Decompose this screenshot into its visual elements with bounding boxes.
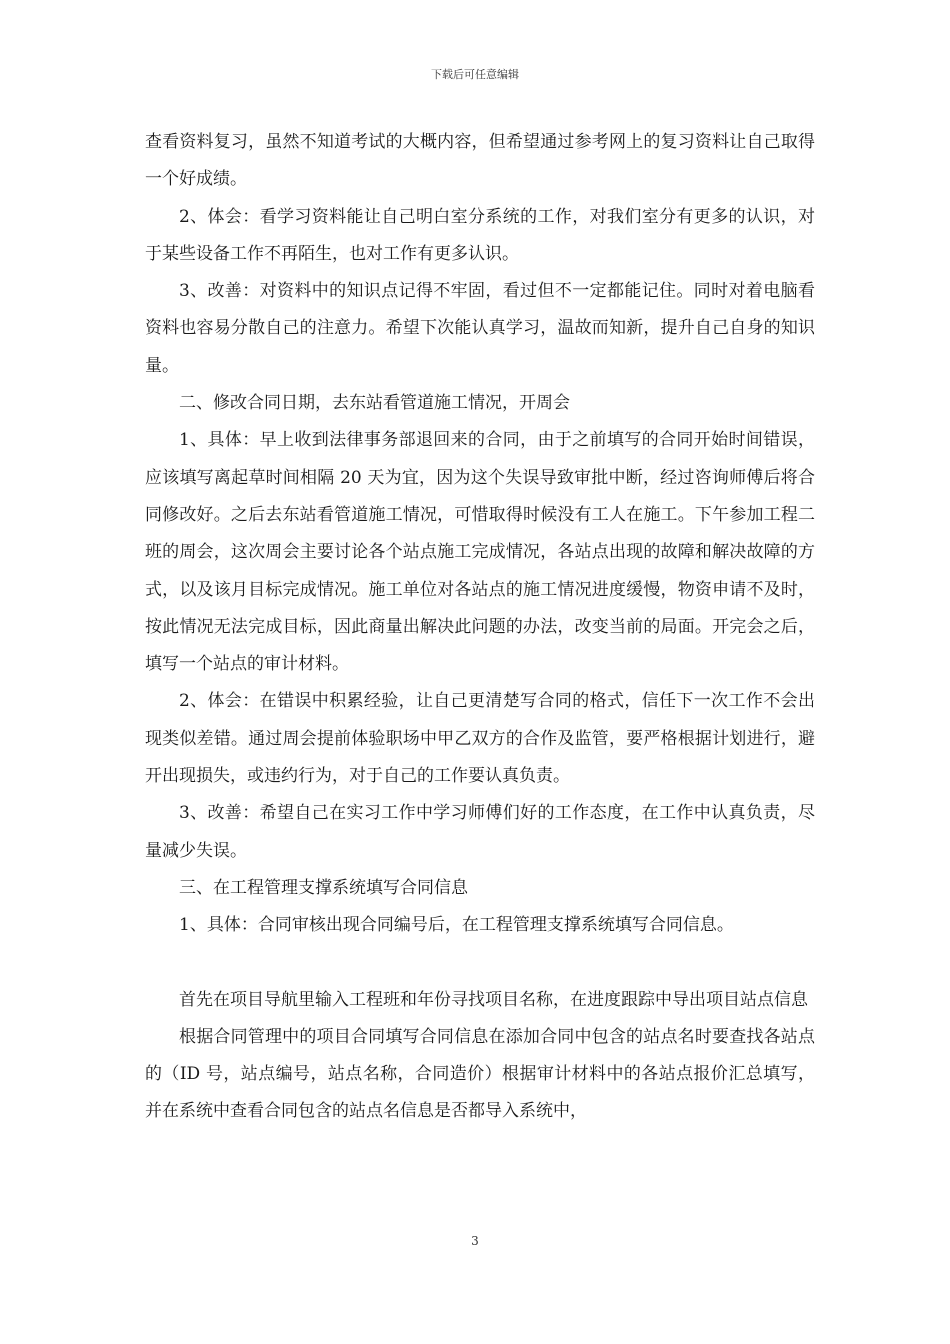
section-heading-3: 三、在工程管理支撑系统填写合同信息 [179,877,468,898]
paragraph-step-2: 根据合同管理中的项目合同填写合同信息在添加合同中包含的站点名时要查找各站点的（ID 号，站点编号，站点名称，合同造价）根据审计材料中的各站点报价汇总填写，并在系统中查看合同包含的站点名信息是否都导入系统中， [145,1026,815,1122]
paragraph-spacer [145,945,815,982]
paragraph-improvement-2: 3、改善：希望自己在实习工作中学习师傅们好的工作态度，在工作中认真负责，尽量减少失误。 [145,803,815,861]
document-body [145,124,815,1131]
paragraph-detail-2: 1、具体：早上收到法律事务部退回来的合同，由于之前填写的合同开始时间错误，应该填写离起草时间相隔 20 天为宜，因为这个失误导致审批中断，经过咨询师傅后将合同修改好。之后去东站看管道施工情况，可惜取得时候没有工人在施工。下午参加工程二班的周会，这次周会主要讨论各个站点施工完成情况，各站点出现的故障和解决故障的方式，以及该月目标完成情况。施工单位对各站点的施工情况进度缓慢，物资申请不及时，按此情况无法完成目标，因此商量出解决此问题的办法，改变当前的局面。开完会之后，填写一个站点的审计材料。 [145,430,815,675]
page-number: 3 [471,1234,479,1248]
paragraph-detail-3: 1、具体：合同审核出现合同编号后，在工程管理支撑系统填写合同信息。 [179,915,734,936]
page-header: 下载后可任意编辑 [431,68,519,81]
section-heading-2: 二、修改合同日期，去东站看管道施工情况，开周会 [179,393,570,414]
paragraph-experience-2: 2、体会：在错误中积累经验，让自己更清楚写合同的格式，信任下一次工作不会出现类似差错。通过周会提前体验职场中甲乙双方的合作及监管，要严格根据计划进行，避开出现损失，或违约行为，对于自己的工作要认真负责。 [145,691,815,787]
paragraph-step-1: 首先在项目导航里输入工程班和年份寻找项目名称，在进度跟踪中导出项目站点信息 [179,989,808,1010]
paragraph-experience-1: 2、体会：看学习资料能让自己明白室分系统的工作，对我们室分有更多的认识，对于某些设备工作不再陌生，也对工作有更多认识。 [145,206,815,264]
paragraph-improvement-1: 3、改善：对资料中的知识点记得不牢固，看过但不一定都能记住。同时对着电脑看资料也容易分散自己的注意力。希望下次能认真学习，温故而知新，提升自己自身的知识量。 [145,281,815,376]
paragraph-intro-continuation: 查看资料复习，虽然不知道考试的大概内容，但希望通过参考网上的复习资料让自己取得一个好成绩。 [145,132,815,190]
